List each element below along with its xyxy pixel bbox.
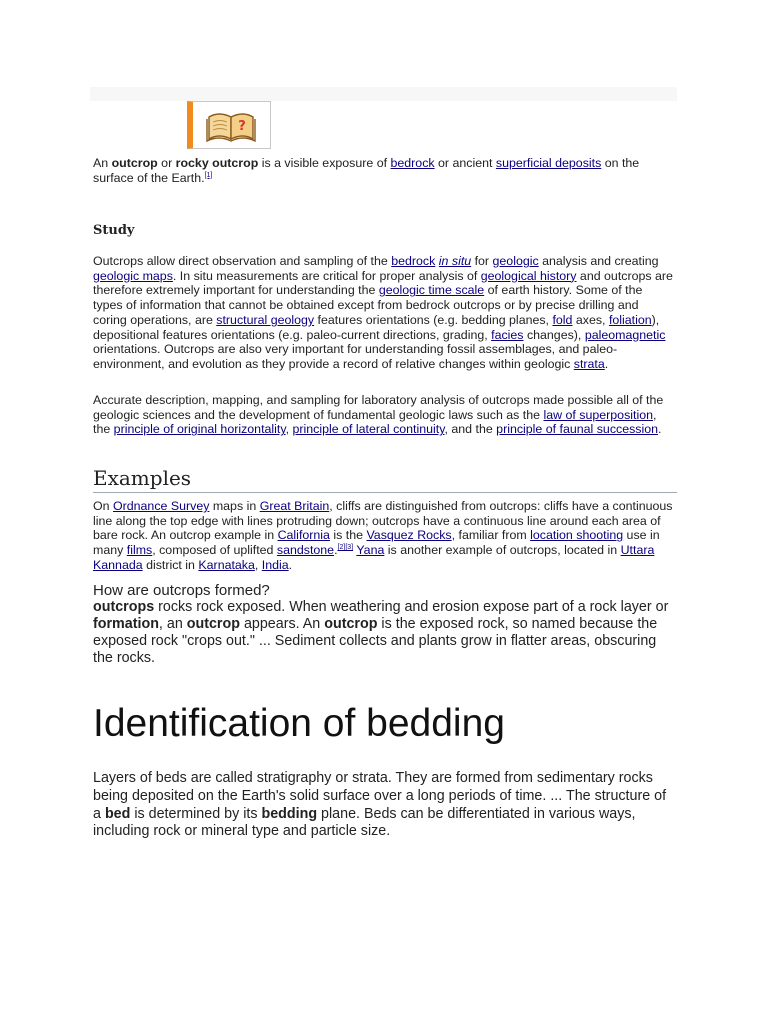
book-icon [205,107,257,143]
link-india[interactable]: India [261,557,289,572]
link-california[interactable]: California [277,528,330,543]
link-uttara-kannada[interactable]: Uttara Kannada [93,543,655,572]
how-paragraph: outcrops rocks rock exposed. When weathering and erosion expose part of a rock layer or formation, an outcrop appears. An outcrop is the exposed rock, so named because the exposed rock "crops out." ... Sediment collects and plants grow in flatter areas, obscuring the rocks. [93,599,669,666]
link-faunal-succession[interactable]: principle of faunal succession [496,422,659,437]
book-image-box [187,101,271,149]
heading-study: Study [93,223,135,238]
heading-examples: Examples [93,466,677,493]
term-rocky-outcrop: rocky outcrop [175,156,259,170]
link-structural-geology[interactable]: structural geology [216,312,315,327]
ref-1[interactable]: [1] [204,171,213,179]
link-location-shooting[interactable]: location shooting [530,528,624,543]
link-sandstone[interactable]: sandstone [276,543,335,558]
term-outcrop: outcrop [111,156,158,170]
link-law-of-superposition[interactable]: law of superposition [543,407,653,422]
link-fold[interactable]: fold [552,312,573,327]
link-superficial-deposits[interactable]: superficial deposits [495,156,602,170]
link-karnataka[interactable]: Karnataka [198,557,255,572]
link-geologic-time-scale[interactable]: geologic time scale [378,283,485,298]
link-bedrock-2[interactable]: bedrock [391,254,436,268]
link-bedrock[interactable]: bedrock [390,156,435,170]
examples-paragraph: On Ordnance Survey maps in Great Britain, cliffs are distinguished from outcrops: cliffs have a continuous line along the top edge with lines protruding down; outcrops have a continuous line around each area of bare rock. An outcrop example in California is the Vasquez Rocks, familiar from location shooting use in many films, composed of uplifted sandstone.[2][3] Yana is another example of outcrops, located in Uttara Kannada district in Karnataka, India. [93,499,673,572]
heading-how-formed: How are outcrops formed? [93,582,270,599]
link-geologic-maps[interactable]: geologic maps [93,268,173,283]
study-paragraph-2: Accurate description, mapping, and sampling for laboratory analysis of outcrops made possible all of the geologic sciences and the development of fundamental geologic laws such as the law of superposition, the principle of original horizontality, principle of lateral continuity, and the principle of faunal succession. [93,393,664,437]
link-ordnance-survey[interactable]: Ordnance Survey [112,499,210,513]
link-great-britain[interactable]: Great Britain [259,499,330,513]
link-in-situ[interactable]: in situ [438,254,472,268]
link-geological-history[interactable]: geological history [480,268,577,283]
intro-paragraph: An outcrop or rocky outcrop is a visible exposure of bedrock or ancient superficial deposits on the surface of the Earth.[1] [93,156,640,185]
link-strata[interactable]: strata [573,356,605,371]
identification-paragraph: Layers of beds are called stratigraphy or strata. They are formed from sedimentary rocks being deposited on the Earth's solid surface over a long periods of time. ... The structure of a bed is determined by its bedding plane. Beds can be differentiated in various ways, including rock or mineral type and particle size. [93,770,667,840]
link-vasquez-rocks[interactable]: Vasquez Rocks [366,528,452,543]
heading-identification-of-bedding: Identification of bedding [93,702,505,745]
ref-2-3[interactable]: [2][3] [337,543,354,551]
link-paleomagnetic[interactable]: paleomagnetic [584,327,666,342]
link-yana[interactable]: Yana [356,543,385,558]
top-band [90,87,677,101]
link-original-horizontality[interactable]: principle of original horizontality [113,422,286,437]
link-facies[interactable]: facies [491,327,524,342]
link-films[interactable]: films [126,543,153,558]
study-paragraph-1: Outcrops allow direct observation and sampling of the bedrock in situ for geologic analysis and creating geologic maps. In situ measurements are critical for proper analysis of geological history and outcrops are therefore extremely important for understanding the geologic time scale of earth history. Some of the types of information that cannot be obtained except from bedrock outcrops or by precise drilling and coring operations, are structural geology features orientations (e.g. bedding planes, fold axes, foliation), depositional features orientations (e.g. paleo-current directions, grading, facies changes), paleomagnetic orientations. Outcrops are also very important for understanding fossil assemblages, and paleo-environment, and evolution as they provide a record of relative changes within geologic strata. [93,254,673,371]
link-lateral-continuity[interactable]: principle of lateral continuity [292,422,445,437]
link-foliation[interactable]: foliation [608,312,652,327]
link-geologic[interactable]: geologic [492,254,539,268]
svg-text:?: ? [238,119,246,134]
